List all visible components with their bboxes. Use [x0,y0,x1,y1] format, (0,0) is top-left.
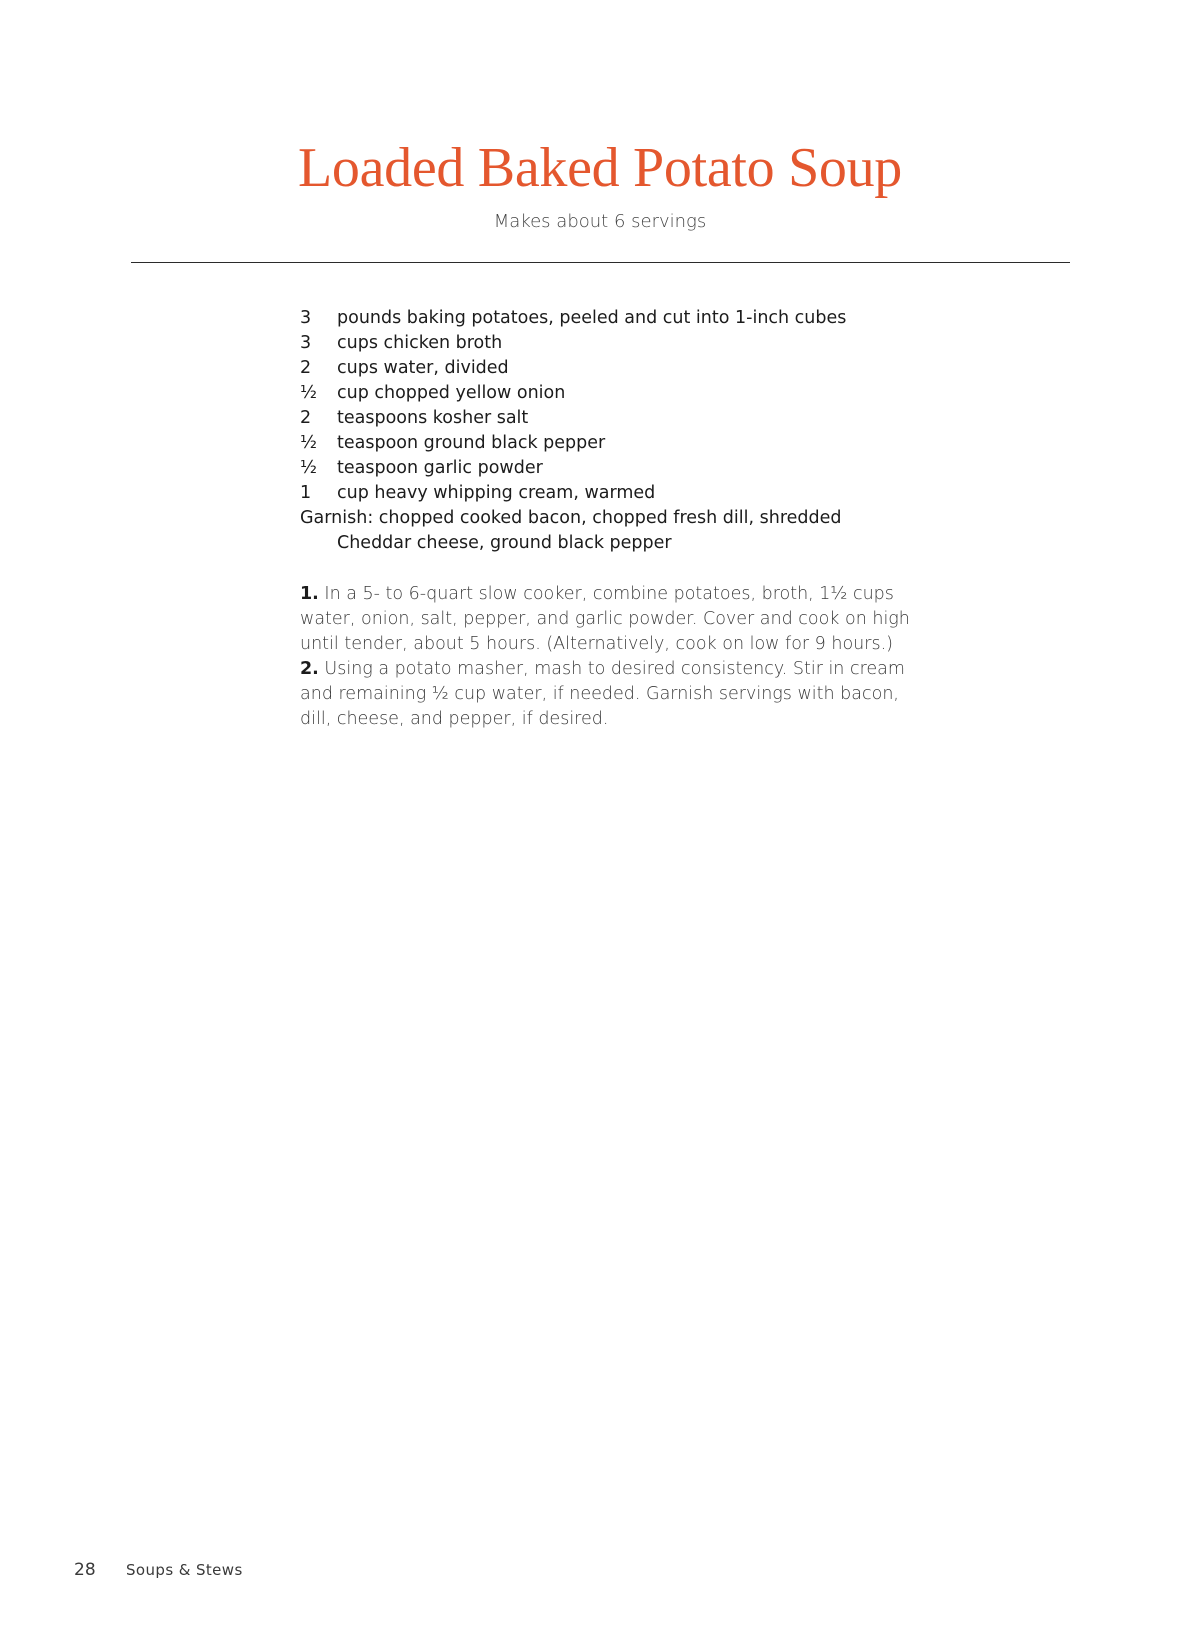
recipe-title: Loaded Baked Potato Soup [297,137,903,199]
ingredient-text: teaspoons kosher salt [337,408,529,428]
direction-step [300,582,920,657]
direction-step [300,657,920,732]
directions [300,582,920,732]
ingredient-quantity: 2 [300,358,312,378]
ingredient-quantity: 3 [300,308,312,328]
ingredient-quantity: 3 [300,333,312,353]
ingredient-text: cups water, divided [337,358,509,378]
ingredient-text: cups chicken broth [337,333,503,353]
garnish-note: Garnish: chopped cooked bacon, chopped fresh dill, shredded Cheddar cheese, ground black pepper [300,508,842,553]
ingredient-item [300,331,920,356]
ingredient-list [300,306,920,556]
ingredient-text: pounds baking potatoes, peeled and cut into 1-inch cubes [337,308,847,328]
ingredient-item [300,456,920,481]
ingredient-item [300,431,920,456]
step-text: In a 5- to 6-quart slow cooker, combine potatoes, broth, 1½ cups water, onion, salt, pepper, and garlic powder. Cover and cook on high until tender, about 5 hours. (Alternatively, cook on low for 9 hours.) [300,584,910,654]
ingredient-text: teaspoon ground black pepper [337,433,606,453]
ingredient-quantity: 1 [300,483,312,503]
ingredient-item [300,406,920,431]
step-number: 2. [300,659,319,679]
divider [131,262,1070,263]
section-name: Soups & Stews [126,1561,243,1579]
step-text: Using a potato masher, mash to desired consistency. Stir in cream and remaining ½ cup water, if needed. Garnish servings with bacon, dill, cheese, and pepper, if desired. [300,659,905,729]
ingredient-quantity: ½ [300,383,317,403]
ingredient-item [300,481,920,506]
step-number: 1. [300,584,319,604]
ingredient-item [300,356,920,381]
ingredient-item [300,306,920,331]
ingredient-text: cup chopped yellow onion [337,383,566,403]
page-footer [74,1559,243,1581]
ingredient-text: teaspoon garlic powder [337,458,543,478]
ingredient-quantity: ½ [300,433,317,453]
recipe-servings: Makes about 6 servings [493,211,707,232]
ingredient-text: cup heavy whipping cream, warmed [337,483,656,503]
ingredient-quantity: ½ [300,458,317,478]
ingredient-quantity: 2 [300,408,312,428]
ingredient-item [300,381,920,406]
page-number: 28 [74,1560,96,1580]
